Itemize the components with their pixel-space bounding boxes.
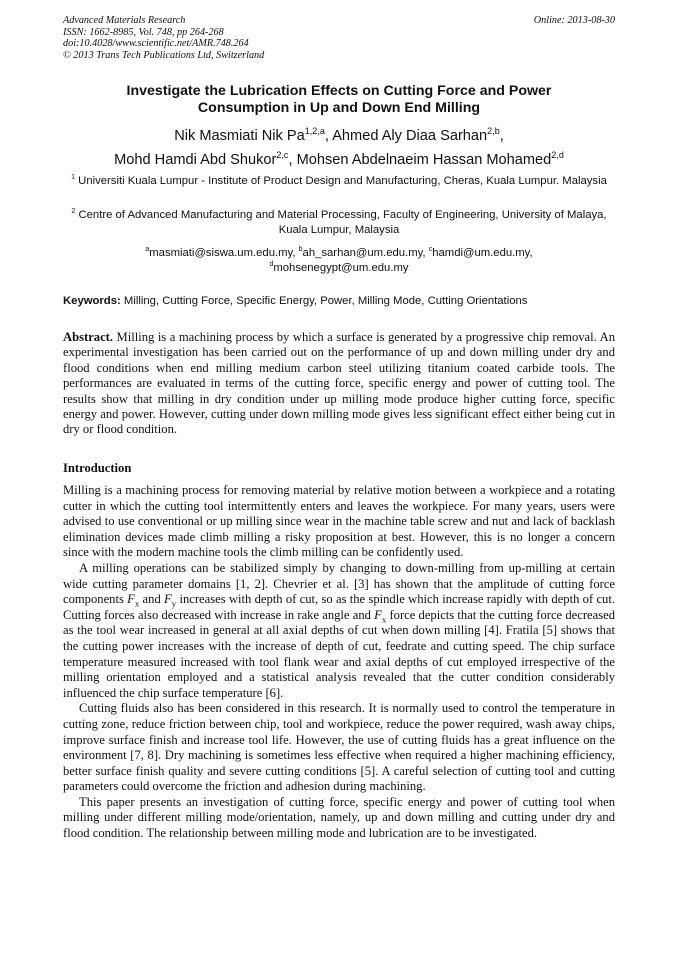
author-separator: , — [324, 128, 333, 144]
author-separator: , — [499, 128, 504, 144]
doi: doi:10.4028/www.scientific.net/AMR.748.264 — [63, 38, 249, 50]
affiliation-text: Universiti Kuala Lumpur - Institute of Product Design and Manufacturing, Cheras, Kuala Lumpur. Malaysia — [75, 175, 607, 187]
affiliation-mark: 2 — [71, 208, 76, 216]
abstract-label: Abstract. — [63, 330, 114, 344]
paragraph-text: A milling operations can be stabilized simply by changing to down-milling from up-milling at certain wide cutting parameter domains [1, 2]. Chevrier et al. [3] has shown that the amplitude of cutting force components — [63, 560, 615, 607]
email-mark: d — [269, 261, 274, 269]
affiliation-mark: 1 — [71, 174, 76, 182]
email-line-1 — [63, 246, 615, 261]
keywords-label: Keywords: — [63, 295, 121, 307]
email-mark: a — [145, 246, 150, 254]
paragraph — [63, 561, 615, 701]
online-date: Online: 2013-08-30 — [533, 15, 615, 26]
math-symbol: F — [374, 607, 382, 622]
email-link[interactable]: ah_sarhan@um.edu.my, — [302, 247, 429, 259]
journal-name: Advanced Materials Research — [63, 15, 186, 26]
email-link[interactable]: hamdi@um.edu.my, — [432, 247, 533, 259]
affiliation-text: Centre of Advanced Manufacturing and Material Processing, Faculty of Engineering, University of Malaya, Kuala Lumpur, Malaysia — [75, 209, 607, 236]
abstract-text: Milling is a machining process by which a surface is generated by a progressive chip removal. An experimental investigation has been carried out on the performance of up and down milling under dry and flood conditions when end milling medium carbon steel utilizing titanium coated carbide tools. The performances are evaluated in terms of the cutting force, specific energy and power of cutting tool. The results show that milling in dry condition under up milling mode produce higher cutting force, specific energy and power. However, cutting under down milling mode gives less significant effect either being cut in dry or flood condition. — [63, 330, 615, 437]
email-mark: c — [428, 246, 433, 254]
paragraph-text: increases with depth of cut, so as the spindle which increase rapidly with depth of cut. Cutting forces also decreased with increase in rake angle and — [63, 592, 615, 622]
keywords-text: Milling, Cutting Force, Specific Energy, Power, Milling Mode, Cutting Orientations — [120, 295, 528, 307]
author-line-2 — [63, 148, 615, 172]
author-line-1 — [63, 124, 615, 148]
email-mark: b — [298, 246, 303, 254]
email-line-2 — [63, 261, 615, 276]
copyright: © 2013 Trans Tech Publications Ltd, Switzerland — [63, 49, 265, 61]
title-line-1: Investigate the Lubrication Effects on Cutting Force and Power — [126, 83, 552, 99]
affiliation-2 — [63, 208, 615, 238]
email-link[interactable]: masmiati@siswa.um.edu.my, — [149, 247, 299, 259]
math-symbol: F — [127, 592, 135, 607]
author-name: Nik Masmiati Nik Pa — [174, 128, 305, 144]
author-affiliation-mark: 2,d — [551, 150, 564, 161]
paper-title — [63, 83, 615, 117]
author-name: Mohsen Abdelnaeim Hassan Mohamed — [296, 152, 552, 168]
section-heading-introduction: Introduction — [63, 461, 132, 475]
paragraph: This paper presents an investigation of cutting force, specific energy and power of cutting tool when milling under different milling mode/orientation, namely, up and down milling and cutting under dry and flood condition. The relationship between milling mode and lubrication are to be investigated. — [63, 794, 615, 841]
keywords — [63, 294, 615, 309]
author-affiliation-mark: 2,c — [276, 150, 289, 161]
email-link[interactable]: mohsenegypt@um.edu.my — [273, 262, 409, 274]
math-subscript: x — [134, 598, 140, 609]
author-name: Ahmed Aly Diaa Sarhan — [332, 128, 488, 144]
author-emails — [63, 246, 615, 276]
journal-header — [63, 15, 615, 61]
author-name: Mohd Hamdi Abd Shukor — [114, 152, 277, 168]
paragraph: Cutting fluids also has been considered in this research. It is normally used to control the temperature in cutting zone, reduce friction between chip, tool and workpiece, reduce the power required, wash away chips, improve surface finish and increase tool life. However, the use of cutting fluids has a great influence on the environment [7, 8]. Dry machining is sometimes less effective when required a higher machining efficiency, better surface finish quality and severe cutting conditions [5]. A careful selection of cutting tool and cutting parameters could overcome the friction and adhesion during machining. — [63, 701, 615, 794]
introduction-body — [63, 483, 615, 842]
math-symbol: F — [164, 592, 172, 607]
paragraph: Milling is a machining process for removing material by relative motion between a workpiece and a rotating cutter in which the cutting tool intermittently enters and leaves the workpiece. For many years, users were advised to use conventional or up milling since wear in the machine table screw and nut and lack of backlash elimination devices made climb milling a risky proposition at best. However, this is no longer a concern since with the modern machine tools the climb milling can be confidently used. — [63, 483, 615, 560]
author-affiliation-mark: 1,2,a — [304, 126, 325, 137]
affiliation-1 — [63, 174, 615, 189]
author-list — [63, 124, 615, 172]
paragraph-text: and — [139, 592, 165, 607]
issn: ISSN: 1662-8985, Vol. 748, pp 264-268 — [63, 26, 224, 38]
paragraph-text: force depicts that the cutting force decreased as the tool wear increased in general at all axial depths of cut when down milling [4]. Fratila [5] shows that the cutting power increases with the increase of depth of cut, feedrate and cutting speed. The chip surface temperature measured increased with tool flank wear and axial depths of cut employed irrespective of the milling orientation employed and a statistical analysis revealed that the cutter condition considerably influenced the chip surface temperature [6]. — [63, 607, 615, 700]
math-subscript: y — [171, 598, 177, 609]
author-affiliation-mark: 2,b — [487, 126, 500, 137]
title-line-2: Consumption in Up and Down End Milling — [197, 100, 481, 116]
math-subscript: x — [381, 614, 387, 625]
author-separator: , — [288, 152, 297, 168]
abstract — [63, 330, 615, 438]
